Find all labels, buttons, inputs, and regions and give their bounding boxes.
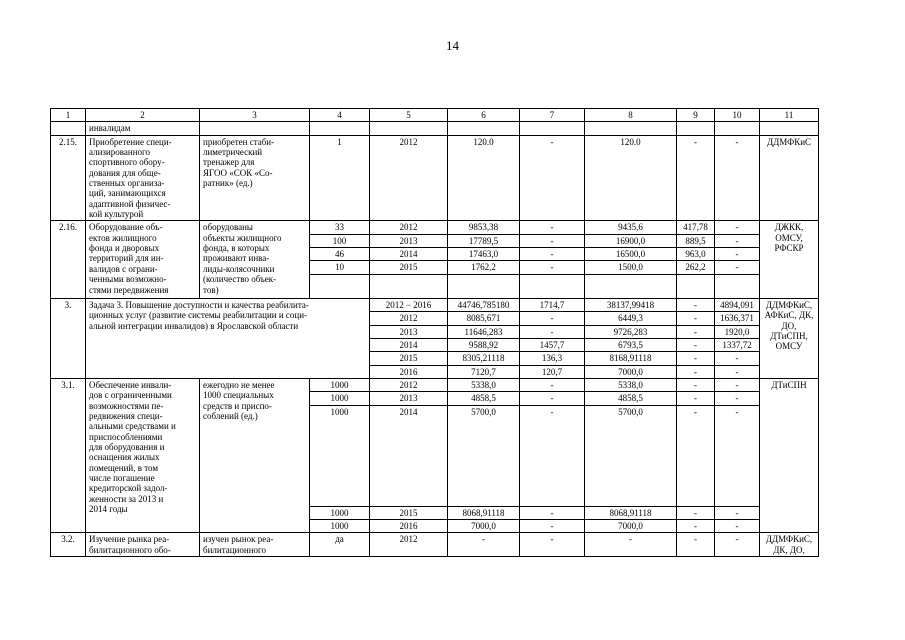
indicator-value: 1000 (310, 506, 370, 519)
federal-amount: 1457,7 (520, 338, 585, 351)
header-cell: 2 (86, 109, 200, 122)
federal-amount: - (520, 234, 585, 247)
local-amount: - (677, 405, 715, 506)
total-amount: 5338,0 (448, 378, 520, 391)
table-row (51, 378, 819, 391)
item-indicator: оборудованы объекты жилищного фонда, в которых проживают инва- лиды-колясочники (количество объек- тов) (200, 221, 310, 298)
local-amount: - (677, 325, 715, 338)
year: 2015 (370, 352, 448, 365)
indicator-value: 1 (310, 135, 370, 221)
federal-amount: - (520, 135, 585, 221)
local-amount: - (677, 533, 715, 557)
executor: ДЖКК, ОМСУ, РФСКР (760, 221, 819, 298)
year: 2013 (370, 234, 448, 247)
local-amount: 889,5 (677, 234, 715, 247)
continued-text: инвалидам (86, 122, 200, 135)
year: 2016 (370, 365, 448, 378)
other-amount: - (715, 234, 760, 247)
other-amount: - (715, 365, 760, 378)
total-amount: 120.0 (448, 135, 520, 221)
federal-amount: 136,3 (520, 352, 585, 365)
year: 2012 (370, 533, 448, 557)
other-amount: 1920,0 (715, 325, 760, 338)
regional-amount: 16900,0 (585, 234, 677, 247)
indicator-value: да (310, 533, 370, 557)
total-amount: 7120,7 (448, 365, 520, 378)
indicator-value: 10 (310, 261, 370, 274)
indicator-value: 46 (310, 248, 370, 261)
total-amount: 17789,5 (448, 234, 520, 247)
federal-amount: 120,7 (520, 365, 585, 378)
executor: ДДМФКиС (760, 135, 819, 221)
regional-amount: 120.0 (585, 135, 677, 221)
federal-amount: - (520, 506, 585, 519)
federal-amount: - (520, 378, 585, 391)
task-title: Задача 3. Повышение доступности и качества реабилита- ционных услуг (развитие системы реабилитации и соци- альной интеграции инвалидов) в Ярославской области (86, 298, 370, 378)
total-amount: 4858,5 (448, 392, 520, 405)
regional-amount: 9435,6 (585, 221, 677, 234)
task-row (51, 298, 819, 311)
federal-amount: - (520, 405, 585, 506)
local-amount: 417,78 (677, 221, 715, 234)
item-number: 3.2. (51, 533, 86, 557)
year: 2012 (370, 312, 448, 325)
regional-amount: 5700,0 (585, 405, 677, 506)
executor: ДДМФКиС, АФКиС, ДК, ДО, ДТиСПН, ОМСУ (760, 298, 819, 378)
table-row (51, 135, 819, 221)
year: 2014 (370, 405, 448, 506)
other-amount: - (715, 405, 760, 506)
local-amount: - (677, 365, 715, 378)
total-amount: 9853,38 (448, 221, 520, 234)
other-amount: - (715, 135, 760, 221)
regional-amount: - (585, 533, 677, 557)
federal-amount: - (520, 325, 585, 338)
item-indicator: изучен рынок реа- билитационного (200, 533, 310, 557)
item-name: Приобретение специ- ализированного спортивного обору- дования для обще- ственных организа- ций, занимающихся адаптивной физичес- кой культурой (86, 135, 200, 221)
header-cell: 9 (677, 109, 715, 122)
other-amount: - (715, 352, 760, 365)
header-cell: 5 (370, 109, 448, 122)
year: 2014 (370, 338, 448, 351)
federal-amount: - (520, 519, 585, 532)
other-amount: - (715, 221, 760, 234)
header-cell: 8 (585, 109, 677, 122)
item-indicator: приобретен стаби- лиметрический тренажер для ЯГОО «СОК «Со- ратник» (ед.) (200, 135, 310, 221)
regional-amount: 7000,0 (585, 365, 677, 378)
other-amount: 4894,091 (715, 298, 760, 311)
item-indicator: ежегодно не менее 1000 специальных средств и приспо- соблений (ед.) (200, 378, 310, 532)
header-cell: 11 (760, 109, 819, 122)
year: 2012 (370, 221, 448, 234)
item-number: 2.15. (51, 135, 86, 221)
regional-amount: 8068,91118 (585, 506, 677, 519)
regional-amount: 9726,283 (585, 325, 677, 338)
federal-amount: - (520, 248, 585, 261)
federal-amount: - (520, 533, 585, 557)
year: 2013 (370, 325, 448, 338)
regional-amount: 6449,3 (585, 312, 677, 325)
other-amount: - (715, 392, 760, 405)
year: 2015 (370, 506, 448, 519)
local-amount: - (677, 352, 715, 365)
total-amount: 11646,283 (448, 325, 520, 338)
year: 2013 (370, 392, 448, 405)
local-amount: - (677, 378, 715, 391)
federal-amount: 1714,7 (520, 298, 585, 311)
executor: ДДМФКиС, ДК, ДО, (760, 533, 819, 557)
regional-amount: 5338,0 (585, 378, 677, 391)
total-amount: 8068,91118 (448, 506, 520, 519)
total-amount: 7000,0 (448, 519, 520, 532)
total-amount: 8305,21118 (448, 352, 520, 365)
local-amount: - (677, 392, 715, 405)
regional-amount: 7000,0 (585, 519, 677, 532)
item-name: Обеспечение инвали- дов с ограниченными возможностями пе- редвижения специ- альными средствами и приспособлениями для оборудования и оснащения жилых помещений, в том числе погашение кредиторской задол- женности за 2013 и 2014 годы (86, 378, 200, 532)
indicator-value: 1000 (310, 519, 370, 532)
regional-amount: 8168,91118 (585, 352, 677, 365)
item-name: Изучение рынка реа- билитационного обо- (86, 533, 200, 557)
indicator-value: 100 (310, 234, 370, 247)
other-amount: 1337,72 (715, 338, 760, 351)
column-number-row (51, 109, 819, 122)
local-amount: - (677, 298, 715, 311)
header-cell: 1 (51, 109, 86, 122)
total-amount: 9588,92 (448, 338, 520, 351)
continuation-row (51, 122, 819, 135)
header-cell: 10 (715, 109, 760, 122)
header-cell: 4 (310, 109, 370, 122)
total-amount: - (448, 533, 520, 557)
total-amount: 5700,0 (448, 405, 520, 506)
local-amount: - (677, 312, 715, 325)
other-amount: - (715, 519, 760, 532)
total-amount: 1762,2 (448, 261, 520, 274)
indicator-value: 1000 (310, 392, 370, 405)
other-amount: 1636,371 (715, 312, 760, 325)
local-amount: - (677, 519, 715, 532)
local-amount: - (677, 506, 715, 519)
executor: ДТиСПН (760, 378, 819, 532)
total-amount: 17463,0 (448, 248, 520, 261)
federal-amount: - (520, 261, 585, 274)
indicator-value: 1000 (310, 378, 370, 391)
header-cell: 6 (448, 109, 520, 122)
year: 2016 (370, 519, 448, 532)
federal-amount: - (520, 312, 585, 325)
table-row (51, 533, 819, 557)
year: 2012 (370, 135, 448, 221)
total-amount: 8085,671 (448, 312, 520, 325)
other-amount: - (715, 248, 760, 261)
year: 2012 (370, 378, 448, 391)
other-amount: - (715, 261, 760, 274)
item-name: Оборудование объ- ектов жилищного фонда и дворовых территорий для ин- валидов с ограни- ченными возможно- стями передвижения (86, 221, 200, 298)
year: 2015 (370, 261, 448, 274)
item-number: 3.1. (51, 378, 86, 532)
indicator-value: 33 (310, 221, 370, 234)
local-amount: - (677, 338, 715, 351)
header-cell: 3 (200, 109, 310, 122)
regional-amount: 4858,5 (585, 392, 677, 405)
other-amount: - (715, 378, 760, 391)
local-amount: 963,0 (677, 248, 715, 261)
regional-amount: 1500,0 (585, 261, 677, 274)
total-amount: 44746,785180 (448, 298, 520, 311)
page-number: 14 (446, 38, 459, 53)
federal-amount: - (520, 221, 585, 234)
local-amount: - (677, 135, 715, 221)
program-table (50, 108, 819, 557)
item-number: 2.16. (51, 221, 86, 298)
item-number: 3. (51, 298, 86, 378)
other-amount: - (715, 533, 760, 557)
year: 2012 − 2016 (370, 298, 448, 311)
regional-amount: 16500,0 (585, 248, 677, 261)
header-cell: 7 (520, 109, 585, 122)
regional-amount: 6793,5 (585, 338, 677, 351)
local-amount: 262,2 (677, 261, 715, 274)
other-amount: - (715, 506, 760, 519)
table-row (51, 221, 819, 234)
indicator-value: 1000 (310, 405, 370, 506)
regional-amount: 38137,99418 (585, 298, 677, 311)
federal-amount: - (520, 392, 585, 405)
year: 2014 (370, 248, 448, 261)
